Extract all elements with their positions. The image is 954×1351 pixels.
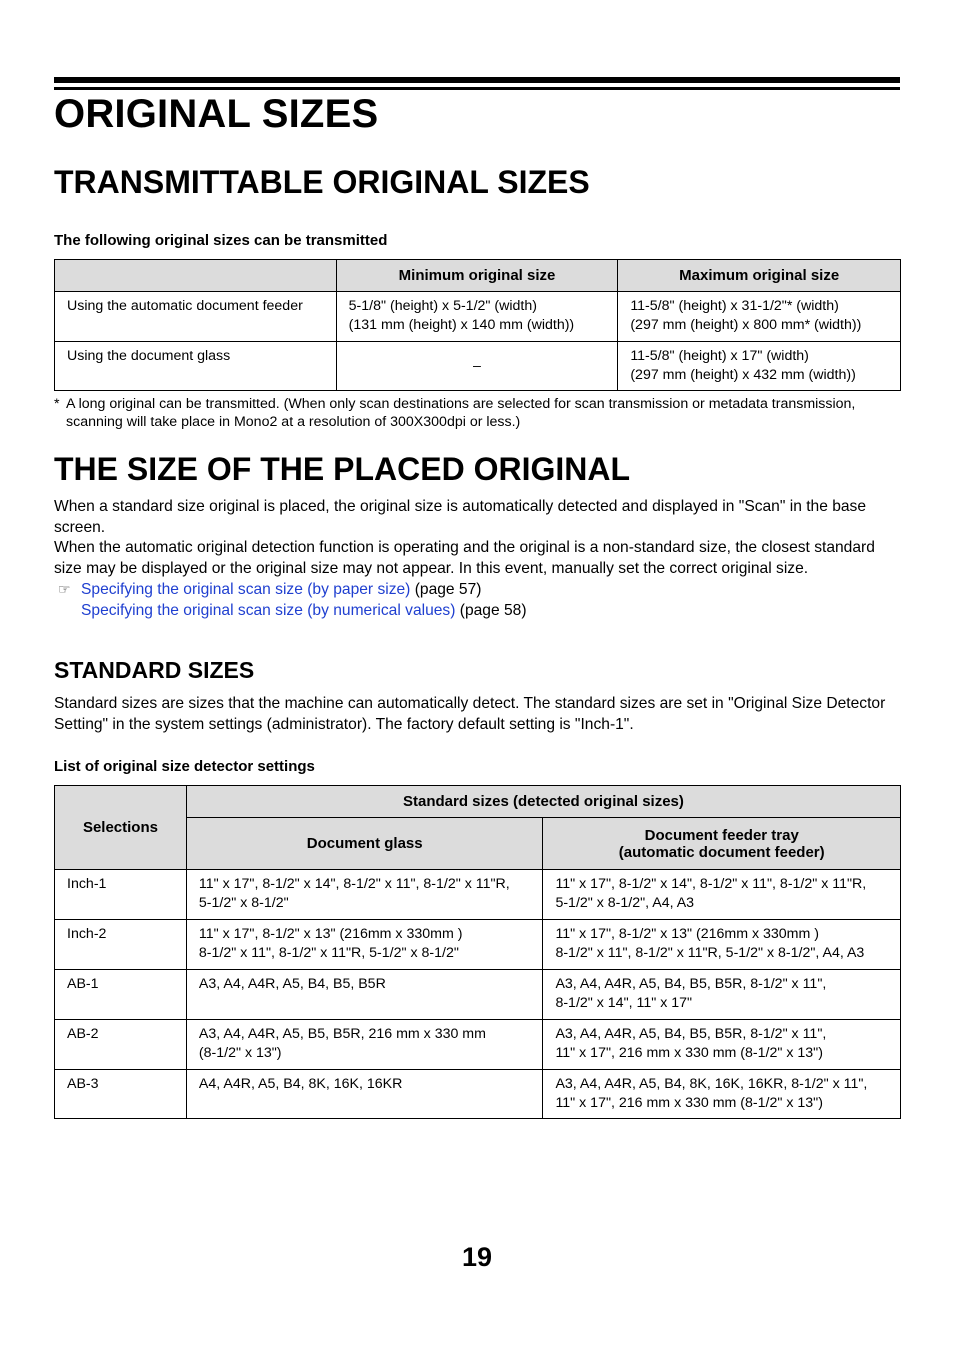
row-label: Using the document glass	[67, 348, 231, 364]
table-header-empty	[55, 260, 337, 292]
feeder-line: A3, A4, A4R, A5, B4, 8K, 16K, 16KR, 8-1/2" x 11",	[555, 1076, 868, 1092]
table-header-selections: Selections	[55, 786, 187, 870]
feeder-line: 8-1/2" x 14", 11" x 17"	[555, 995, 693, 1011]
cell-min-dash: –	[473, 358, 481, 374]
table-header-document-glass: Document glass	[186, 818, 543, 870]
feeder-line: 8-1/2" x 11", 8-1/2" x 11"R, 5-1/2" x 8-1/2", A4, A3	[555, 945, 865, 961]
cell-max-line: 11-5/8" (height) x 31-1/2"* (width)	[630, 298, 839, 314]
cell-min-line: 5-1/8" (height) x 5-1/2" (width)	[348, 298, 537, 314]
selection-cell: AB-3	[67, 1076, 99, 1092]
table-row	[55, 870, 901, 920]
table-header-min: Minimum original size	[336, 260, 618, 292]
row-label: Using the automatic document feeder	[67, 298, 303, 314]
header-line: Document feeder tray	[644, 826, 799, 844]
pointing-hand-icon: ☞	[58, 581, 71, 597]
feeder-line: A3, A4, A4R, A5, B4, B5, B5R, 8-1/2" x 11",	[555, 976, 827, 992]
table-row	[55, 292, 901, 342]
table-row	[55, 1070, 901, 1119]
feeder-line: 11" x 17", 216 mm x 330 mm (8-1/2" x 13")	[555, 1045, 823, 1061]
section-title-transmittable: TRANSMITTABLE ORIGINAL SIZES	[54, 164, 590, 200]
selection-cell: Inch-1	[67, 876, 107, 892]
reference-line	[54, 600, 900, 621]
selection-cell: AB-2	[67, 1026, 99, 1042]
top-rule-thick	[54, 77, 900, 83]
table-header-row	[55, 260, 901, 292]
transmittable-sizes-table	[54, 259, 901, 391]
table-row	[55, 342, 901, 391]
paragraph: Standard sizes are sizes that the machine can automatically detect. The standard sizes are set in "Original Size Detector Setting" in the system settings (administrator). The factory default setting is "Inch-1".	[54, 695, 886, 733]
footnote-marker: *	[54, 396, 60, 412]
feeder-line: 5-1/2" x 8-1/2", A4, A3	[555, 895, 695, 911]
table-row	[55, 970, 901, 1020]
reference-link-paper-size[interactable]: Specifying the original scan size (by paper size)	[81, 581, 411, 598]
glass-line: (8-1/2" x 13")	[198, 1045, 282, 1061]
cell-max-line: (297 mm (height) x 432 mm (width))	[630, 367, 856, 383]
table-row	[55, 1020, 901, 1070]
glass-line: A3, A4, A4R, A5, B5, B5R, 216 mm x 330 mm	[198, 1026, 486, 1042]
header-line: (automatic document feeder)	[618, 843, 825, 861]
reference-page: (page 58)	[455, 602, 527, 619]
footnote-text: A long original can be transmitted. (When only scan destinations are selected for scan transmission or metadata transmission, scanning will take place in Mono2 at a resolution of 300X300dpi or less.)	[66, 396, 856, 430]
table-header-document-feeder	[543, 818, 901, 870]
feeder-line: 11" x 17", 216 mm x 330 mm (8-1/2" x 13")	[555, 1095, 823, 1111]
detector-settings-caption: List of original size detector settings	[54, 758, 315, 775]
feeder-line: A3, A4, A4R, A5, B4, B5, B5R, 8-1/2" x 11",	[555, 1026, 827, 1042]
selection-cell: AB-1	[67, 976, 99, 992]
transmittable-caption: The following original sizes can be transmitted	[54, 232, 388, 249]
cell-min-line: (131 mm (height) x 140 mm (width))	[348, 317, 575, 333]
table-header-standard-sizes: Standard sizes (detected original sizes)	[186, 786, 900, 818]
cell-max-line: (297 mm (height) x 800 mm* (width))	[630, 317, 862, 333]
glass-line: 8-1/2" x 11", 8-1/2" x 11"R, 5-1/2" x 8-1/2"	[198, 945, 459, 961]
table-header-max: Maximum original size	[618, 260, 901, 292]
page-title: ORIGINAL SIZES	[54, 92, 379, 136]
selection-cell: Inch-2	[67, 926, 107, 942]
footnote	[54, 395, 900, 431]
table-header-row	[55, 786, 901, 818]
feeder-line: 11" x 17", 8-1/2" x 14", 8-1/2" x 11", 8-1/2" x 11"R,	[555, 876, 867, 892]
glass-line: 11" x 17", 8-1/2" x 14", 8-1/2" x 11", 8-1/2" x 11"R,	[198, 876, 510, 892]
detector-settings-table	[54, 785, 901, 1119]
glass-line: A4, A4R, A5, B4, 8K, 16K, 16KR	[198, 1076, 403, 1092]
paragraph: When a standard size original is placed, the original size is automatically detected and displayed in "Scan" in the base screen.	[54, 498, 867, 536]
reference-page: (page 57)	[410, 581, 482, 598]
glass-line: A3, A4, A4R, A5, B4, B5, B5R	[198, 976, 386, 992]
page-number: 19	[461, 1242, 493, 1272]
glass-line: 11" x 17", 8-1/2" x 13" (216mm x 330mm )	[198, 926, 463, 942]
section-title-standard-sizes: STANDARD SIZES	[54, 657, 255, 683]
reference-line	[54, 579, 900, 600]
reference-link-numerical-values[interactable]: Specifying the original scan size (by numerical values)	[81, 602, 456, 619]
top-rule-thin	[54, 87, 900, 90]
section-title-placed-original: THE SIZE OF THE PLACED ORIGINAL	[54, 451, 631, 487]
table-row	[55, 920, 901, 970]
paragraph: When the automatic original detection function is operating and the original is a non-standard size, the closest standard size may be displayed or the original size may not appear. In this event, manually set the correct original size.	[54, 539, 875, 577]
feeder-line: 11" x 17", 8-1/2" x 13" (216mm x 330mm )	[555, 926, 819, 942]
cell-max-line: 11-5/8" (height) x 17" (width)	[630, 348, 809, 364]
glass-line: 5-1/2" x 8-1/2"	[198, 895, 289, 911]
